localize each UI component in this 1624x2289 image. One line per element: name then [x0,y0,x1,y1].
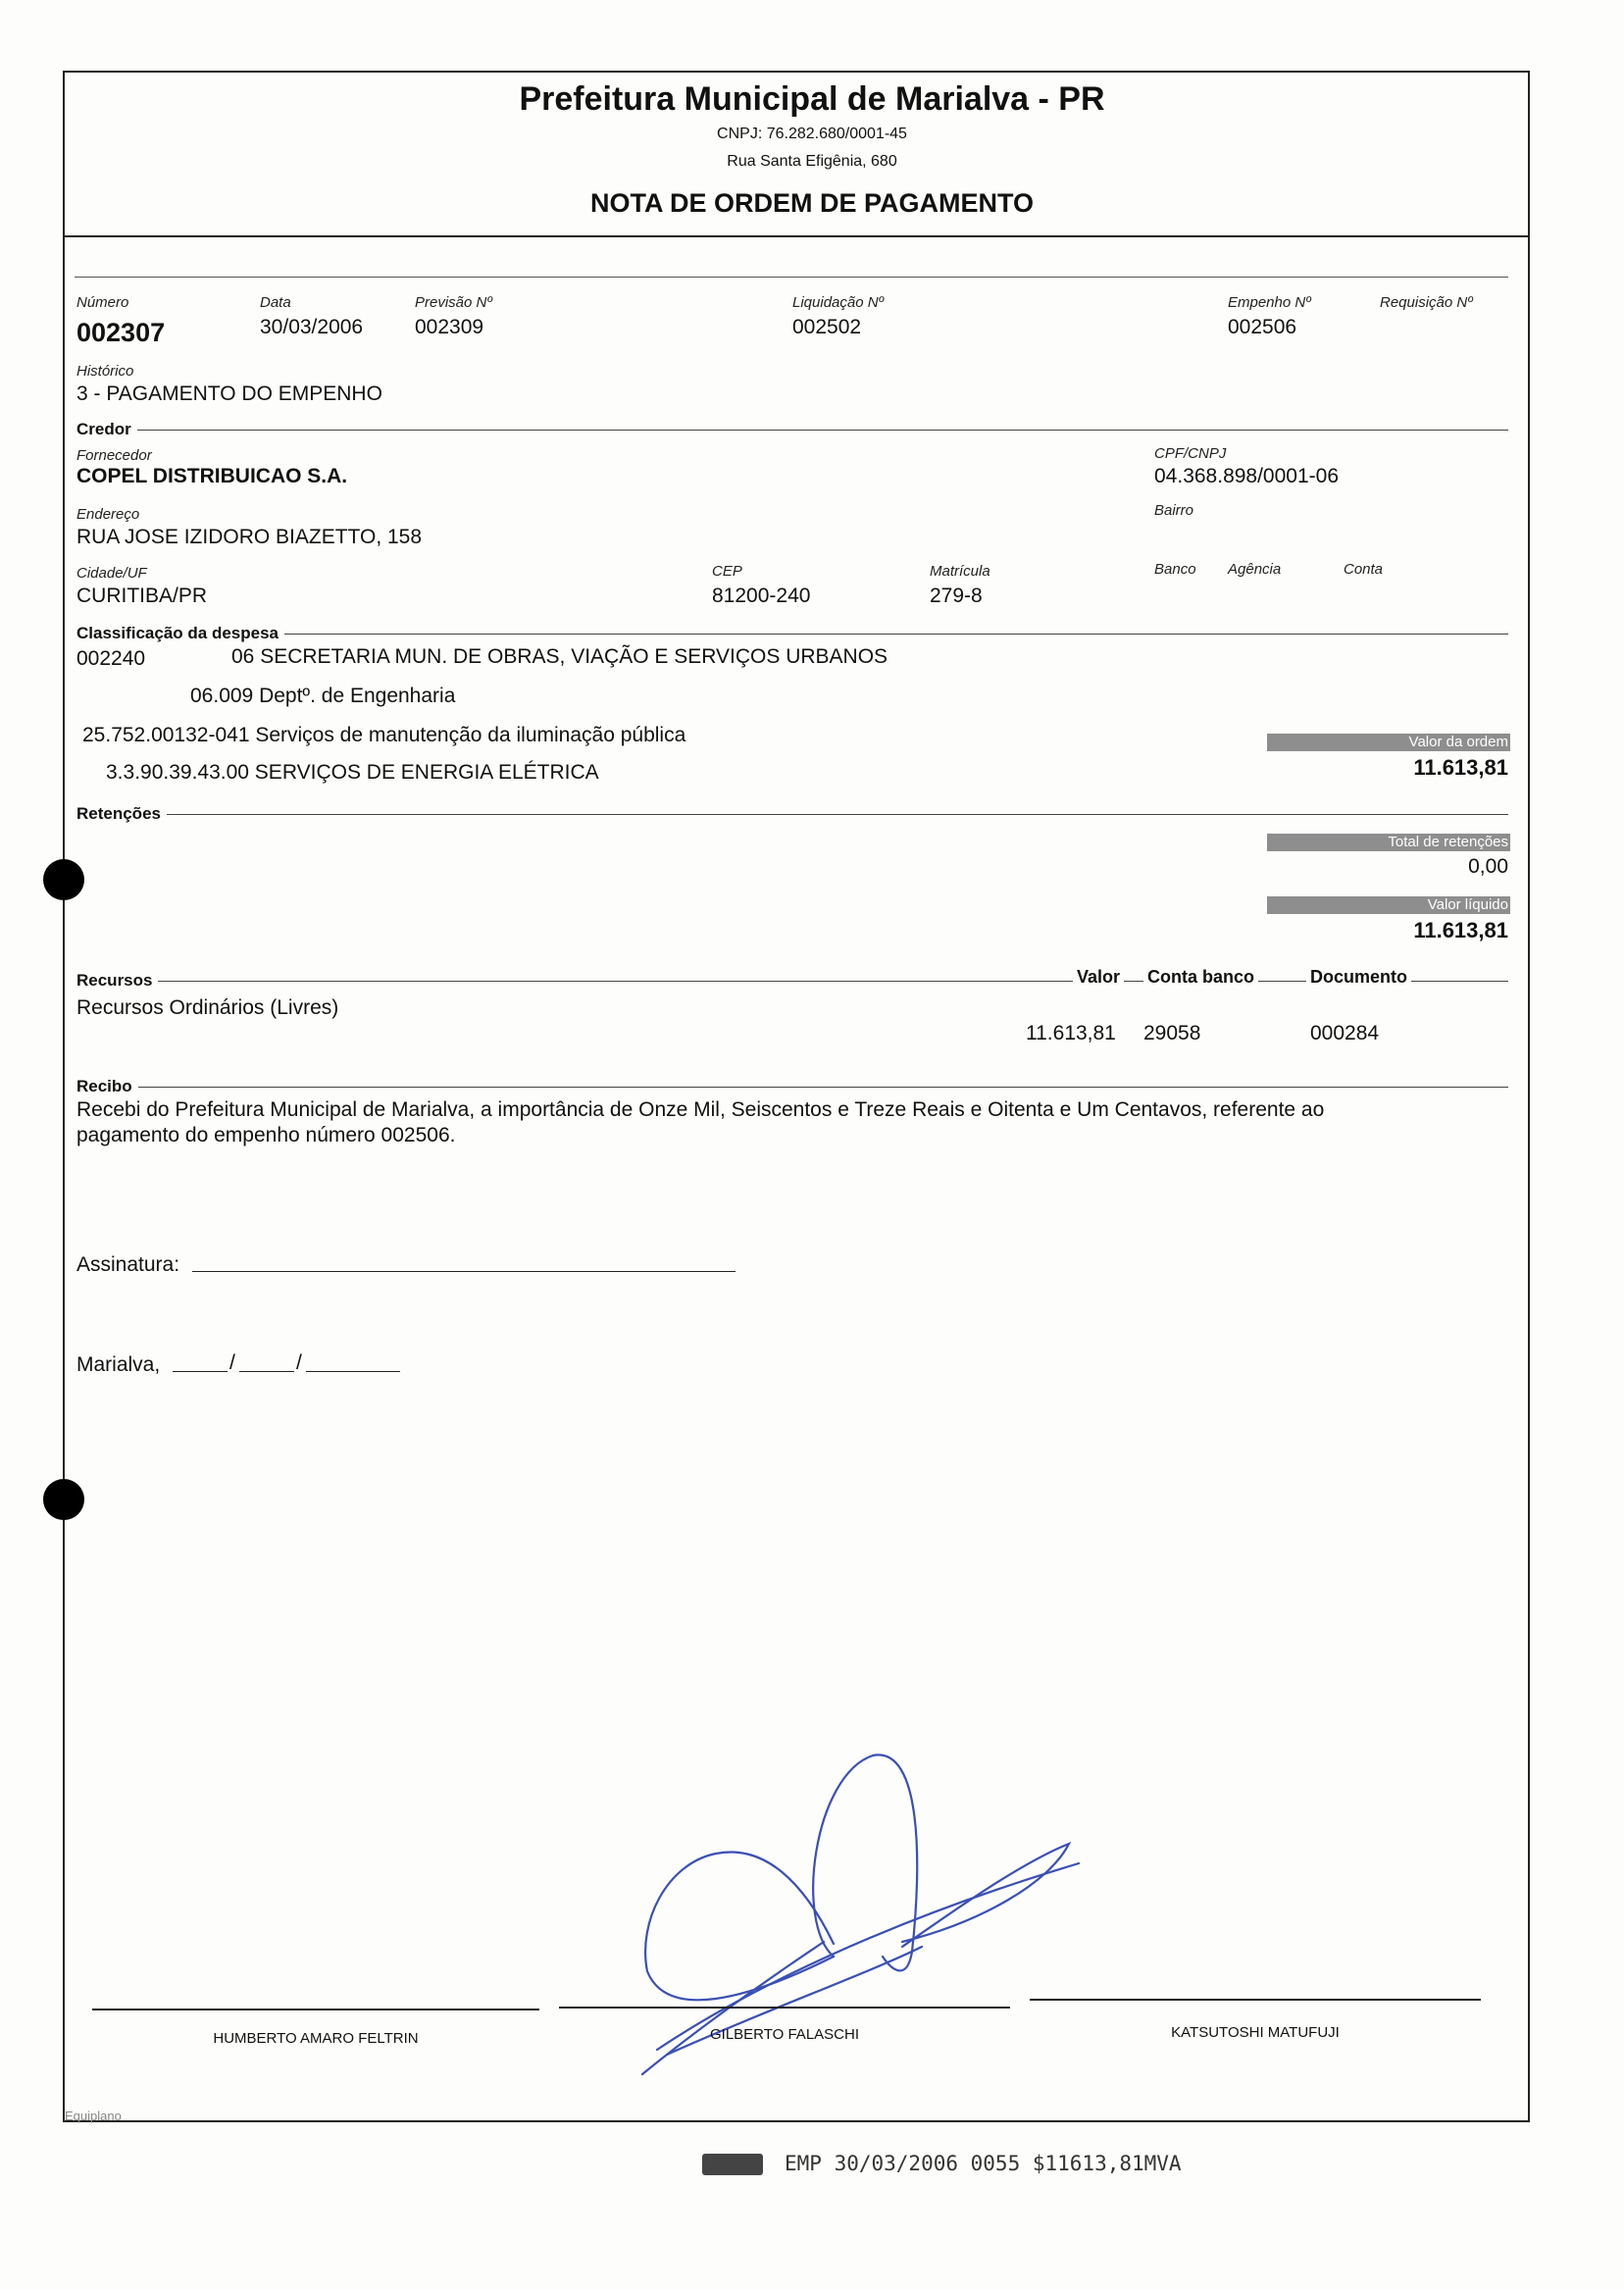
recursos-valor: 11.613,81 [1026,1022,1116,1044]
recursos-divider [76,981,1508,982]
classificacao-elemento: 3.3.90.39.43.00 SERVIÇOS DE ENERGIA ELÉTRICA [106,761,599,784]
header-divider [63,235,1528,237]
signature-line-3 [1030,1999,1481,2001]
retencoes-section-title: Retenções [76,804,167,824]
recursos-valor-header: Valor [1073,967,1124,988]
previsao-value: 002309 [415,316,484,338]
punch-hole-bottom [43,1479,84,1520]
signatory-2-name: GILBERTO FALASCHI [710,2026,859,2043]
date-day-line [173,1371,228,1372]
recursos-descricao: Recursos Ordinários (Livres) [76,996,339,1019]
cep-value: 81200-240 [712,585,811,607]
recibo-text-line-2: pagamento do empenho número 002506. [76,1124,456,1146]
matricula-label: Matrícula [930,563,990,580]
date-separator-1: / [229,1351,235,1374]
numero-value: 002307 [76,318,166,347]
header-title: Prefeitura Municipal de Marialva - PR [519,80,1105,118]
cidade-value: CURITIBA/PR [76,585,208,607]
date-separator-2: / [296,1351,302,1374]
empenho-value: 002506 [1228,316,1297,338]
signature-line-1 [92,2009,539,2010]
cpf-cnpj-label: CPF/CNPJ [1154,445,1227,462]
header-cnpj: CNPJ: 76.282.680/0001-45 [717,126,907,142]
recibo-section-title: Recibo [76,1077,138,1096]
matricula-value: 279-8 [930,585,983,607]
software-credit: Equiplano [65,2109,122,2123]
bank-stamp-logo [702,2154,763,2175]
recursos-section-title: Recursos [76,971,158,991]
date-year-line [306,1371,400,1372]
assinatura-line [192,1271,736,1272]
header-address: Rua Santa Efigênia, 680 [727,153,897,170]
fornecedor-value: COPEL DISTRIBUICAO S.A. [76,465,348,487]
fornecedor-label: Fornecedor [76,447,152,464]
credor-divider [76,430,1508,431]
total-retencoes-value: 0,00 [1468,855,1508,878]
banco-label: Banco [1154,561,1196,578]
valor-liquido-label: Valor líquido [1267,896,1510,914]
classificacao-divider [76,634,1508,635]
punch-hole-top [43,859,84,900]
recursos-conta-header: Conta banco [1143,967,1258,988]
credor-section-title: Credor [76,420,137,439]
retencoes-divider [76,814,1508,815]
assinatura-label: Assinatura: [76,1253,180,1276]
classificacao-secretaria: 06 SECRETARIA MUN. DE OBRAS, VIAÇÃO E SERVIÇOS URBANOS [231,645,888,668]
conta-label: Conta [1344,561,1384,578]
historico-value: 3 - PAGAMENTO DO EMPENHO [76,382,382,405]
empenho-label: Empenho Nº [1228,294,1311,311]
signature-line-2 [559,2007,1010,2009]
data-label: Data [260,294,291,311]
valor-ordem-value: 11.613,81 [1413,755,1508,780]
historico-label: Histórico [76,363,134,380]
liquidacao-value: 002502 [792,316,862,338]
cep-label: CEP [712,563,742,580]
recursos-documento: 000284 [1310,1022,1380,1044]
recursos-conta: 29058 [1143,1022,1201,1044]
previsao-label: Previsão Nº [415,294,492,311]
classificacao-programa: 25.752.00132-041 Serviços de manutenção da iluminação pública [82,724,686,746]
date-month-line [239,1371,294,1372]
valor-liquido-value: 11.613,81 [1413,918,1508,942]
data-value: 30/03/2006 [260,316,364,338]
numero-label: Número [76,294,129,311]
cidade-label: Cidade/UF [76,565,147,582]
header-subdivider [75,277,1508,278]
endereco-label: Endereço [76,506,140,523]
recibo-text-line-1: Recebi do Prefeitura Municipal de Marialva, a importância de Onze Mil, Seiscentos e Treze Reais e Oitenta e Um Centavos, referente ao [76,1098,1325,1121]
agencia-label: Agência [1228,561,1282,578]
signatory-3-name: KATSUTOSHI MATUFUJI [1171,2024,1340,2041]
cpf-cnpj-value: 04.368.898/0001-06 [1154,465,1340,487]
liquidacao-label: Liquidação Nº [792,294,885,311]
local-label: Marialva, [76,1353,161,1376]
endereco-value: RUA JOSE IZIDORO BIAZETTO, 158 [76,526,423,548]
classificacao-code: 002240 [76,647,146,670]
signatory-1-name: HUMBERTO AMARO FELTRIN [213,2030,419,2047]
bairro-label: Bairro [1154,502,1194,519]
recursos-documento-header: Documento [1306,967,1411,988]
classificacao-section-title: Classificação da despesa [76,624,284,643]
recibo-divider [76,1087,1508,1088]
bank-stamp-text: EMP 30/03/2006 0055 $11613,81MVA [785,2152,1182,2175]
requisicao-label: Requisição Nº [1380,294,1473,311]
total-retencoes-label: Total de retenções [1267,834,1510,851]
document-title: NOTA DE ORDEM DE PAGAMENTO [589,188,1034,218]
classificacao-departamento: 06.009 Deptº. de Engenharia [190,685,456,707]
valor-ordem-label: Valor da ordem [1267,734,1510,751]
